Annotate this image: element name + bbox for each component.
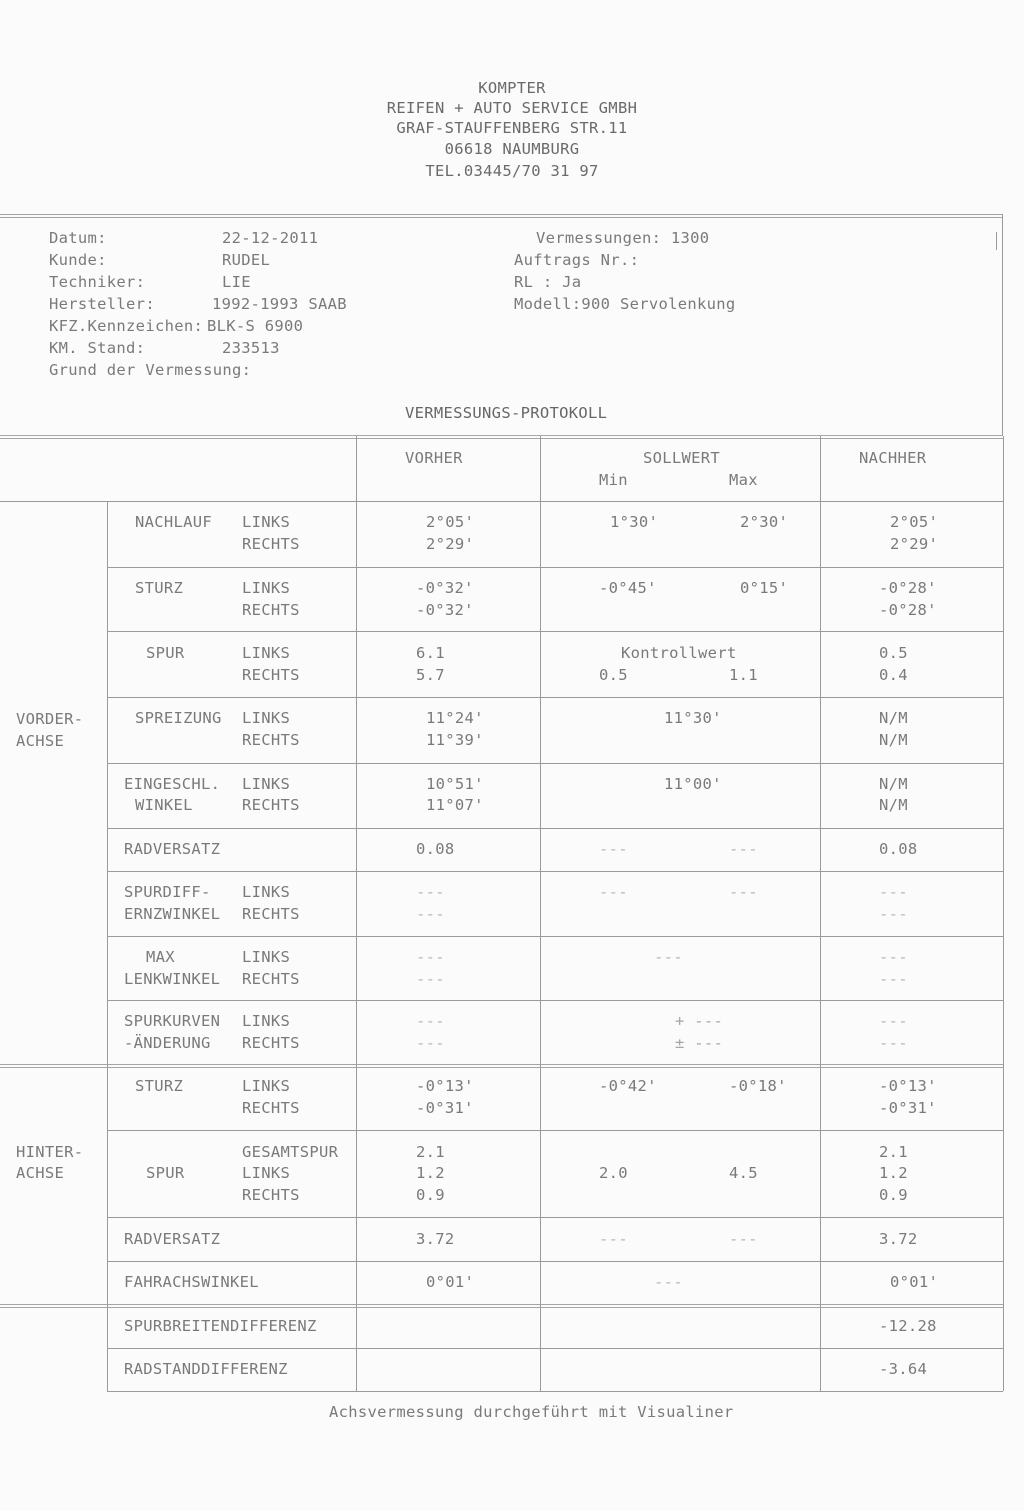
table-top-border [0, 435, 1003, 439]
nachher-value: --- [879, 948, 908, 966]
row-label: RADVERSATZ [124, 840, 221, 858]
soll-min: 0.5 [599, 666, 628, 684]
vorher-value: 11°24' [426, 709, 484, 727]
nachher-value: 0.08 [879, 840, 918, 858]
vorher-value: 11°07' [426, 796, 484, 814]
nachher-value: N/M [879, 731, 908, 749]
vorher-value: 0.9 [416, 1186, 445, 1204]
nachher-value: 0.9 [879, 1186, 908, 1204]
nachher-value: N/M [879, 796, 908, 814]
vorher-value: -0°31' [416, 1099, 474, 1117]
side-label: RECHTS [242, 1099, 300, 1117]
soll-max: --- [729, 883, 758, 901]
nachher-value: --- [879, 1034, 908, 1052]
side-label: RECHTS [242, 905, 300, 923]
km-value: 233513 [222, 339, 280, 357]
side-label: RECHTS [242, 1034, 300, 1052]
soll-max: 2°30' [740, 513, 789, 531]
soll-min: --- [599, 840, 628, 858]
side-label: RECHTS [242, 1186, 300, 1204]
soll-kontrollwert: Kontrollwert [621, 644, 737, 662]
vorher-value: -0°13' [416, 1077, 474, 1095]
col-line [356, 436, 357, 1391]
side-label: RECHTS [242, 731, 300, 749]
row-line [107, 936, 1003, 937]
row-label: MAX [146, 948, 175, 966]
nachher-value: 0°01' [890, 1273, 939, 1291]
axle-divider [0, 1304, 1003, 1308]
info-mark [996, 232, 997, 250]
row-label: -ÄNDERUNG [124, 1034, 211, 1052]
nachher-value: -0°13' [879, 1077, 937, 1095]
row-line [107, 763, 1003, 764]
col-line [107, 501, 108, 1391]
vorher-value: 2.1 [416, 1143, 445, 1161]
km-label: KM. Stand: [49, 339, 146, 357]
soll-min: -0°42' [599, 1077, 657, 1095]
axle-front-1: VORDER- [16, 710, 84, 728]
row-label: SPUR [146, 1164, 185, 1182]
side-label: RECHTS [242, 601, 300, 619]
side-label: RECHTS [242, 970, 300, 988]
row-label: NACHLAUF [135, 513, 213, 531]
row-line [107, 871, 1003, 872]
row-label: WINKEL [135, 796, 193, 814]
hersteller-label: Hersteller: [49, 295, 155, 313]
side-label: GESAMTSPUR [242, 1143, 339, 1161]
row-line [107, 1000, 1003, 1001]
nachher-value: --- [879, 970, 908, 988]
row-line [107, 567, 1003, 568]
nachher-value: 3.72 [879, 1230, 918, 1248]
company-subtitle: REIFEN + AUTO SERVICE GMBH [386, 99, 638, 117]
soll-value: + --- [675, 1012, 724, 1030]
datum-value: 22-12-2011 [222, 229, 319, 247]
soll-max: 0°15' [740, 579, 789, 597]
row-line [107, 828, 1003, 829]
info-top-border [0, 214, 1002, 218]
soll-min: --- [599, 883, 628, 901]
side-label: RECHTS [242, 535, 300, 553]
nachher-value: -0°28' [879, 579, 937, 597]
soll-max: 4.5 [729, 1164, 758, 1182]
row-label: LENKWINKEL [124, 970, 221, 988]
vorher-value: 2°05' [426, 513, 475, 531]
side-label: LINKS [242, 1077, 291, 1095]
vorher-value: 11°39' [426, 731, 484, 749]
company-street: GRAF-STAUFFENBERG STR.11 [396, 119, 628, 137]
row-line [107, 697, 1003, 698]
row-line [107, 1217, 1003, 1218]
nachher-value: 1.2 [879, 1164, 908, 1182]
vorher-value: --- [416, 905, 445, 923]
nachher-value: -12.28 [879, 1317, 937, 1335]
modell-value: Modell:900 Servolenkung [514, 295, 736, 313]
soll-min: --- [599, 1230, 628, 1248]
row-label: SPUR [146, 644, 185, 662]
vorher-value: -0°32' [416, 601, 474, 619]
nachher-value: 2°05' [890, 513, 939, 531]
row-label: SPREIZUNG [135, 709, 222, 727]
soll-max: -0°18' [729, 1077, 787, 1095]
nachher-value: 2.1 [879, 1143, 908, 1161]
table-bottom-border [107, 1391, 1003, 1392]
vorher-value: 0.08 [416, 840, 455, 858]
soll-value: 11°00' [664, 775, 722, 793]
vorher-value: --- [416, 970, 445, 988]
company-phone: TEL.03445/70 31 97 [425, 162, 599, 180]
kfz-label: KFZ.Kennzeichen: [49, 317, 204, 335]
side-label: LINKS [242, 775, 291, 793]
vorher-value: --- [416, 948, 445, 966]
side-label: LINKS [242, 513, 291, 531]
side-label: LINKS [242, 948, 291, 966]
soll-min: 2.0 [599, 1164, 628, 1182]
side-label: LINKS [242, 579, 291, 597]
side-label: LINKS [242, 883, 291, 901]
soll-max: 1.1 [729, 666, 758, 684]
soll-max: --- [729, 1230, 758, 1248]
nachher-value: N/M [879, 775, 908, 793]
side-label: LINKS [242, 644, 291, 662]
soll-value: --- [654, 1273, 683, 1291]
vorher-value: --- [416, 1012, 445, 1030]
axle-rear-2: ACHSE [16, 1164, 65, 1182]
row-label: SPURDIFF- [124, 883, 211, 901]
vorher-value: 5.7 [416, 666, 445, 684]
soll-min: -0°45' [599, 579, 657, 597]
header-bottom-line [0, 501, 1003, 502]
company-city: 06618 NAUMBURG [444, 140, 580, 158]
soll-max: --- [729, 840, 758, 858]
company-name: KOMPTER [478, 79, 546, 97]
nachher-value: --- [879, 883, 908, 901]
col-min: Min [599, 471, 628, 489]
col-line [540, 436, 541, 1391]
col-line [1003, 436, 1004, 1391]
soll-value: --- [654, 948, 683, 966]
axle-divider [0, 1064, 1003, 1068]
techniker-value: LIE [222, 273, 251, 291]
row-label: SPURBREITENDIFFERENZ [124, 1317, 317, 1335]
nachher-value: --- [879, 905, 908, 923]
row-label: RADVERSATZ [124, 1230, 221, 1248]
vorher-value: 2°29' [426, 535, 475, 553]
vorher-value: --- [416, 883, 445, 901]
protocol-title: VERMESSUNGS-PROTOKOLL [405, 404, 608, 422]
kunde-value: RUDEL [222, 251, 271, 269]
col-max: Max [729, 471, 758, 489]
soll-value: 11°30' [664, 709, 722, 727]
axle-rear-1: HINTER- [16, 1143, 84, 1161]
soll-value: ± --- [675, 1034, 724, 1052]
col-vorher: VORHER [405, 449, 463, 467]
col-sollwert: SOLLWERT [643, 449, 721, 467]
row-label: STURZ [135, 1077, 184, 1095]
row-line [107, 631, 1003, 632]
nachher-value: --- [879, 1012, 908, 1030]
vorher-value: 1.2 [416, 1164, 445, 1182]
vorher-value: -0°32' [416, 579, 474, 597]
row-line [107, 1130, 1003, 1131]
axle-front-2: ACHSE [16, 732, 65, 750]
side-label: RECHTS [242, 666, 300, 684]
nachher-value: 0.4 [879, 666, 908, 684]
hersteller-value: 1992-1993 SAAB [212, 295, 347, 313]
vorher-value: --- [416, 1034, 445, 1052]
side-label: LINKS [242, 1164, 291, 1182]
kfz-value: BLK-S 6900 [207, 317, 304, 335]
rl-value: RL : Ja [514, 273, 582, 291]
row-line [107, 1348, 1003, 1349]
nachher-value: -0°28' [879, 601, 937, 619]
nachher-value: -0°31' [879, 1099, 937, 1117]
auftrags-nr: Auftrags Nr.: [514, 251, 640, 269]
vorher-value: 0°01' [426, 1273, 475, 1291]
nachher-value: 0.5 [879, 644, 908, 662]
vorher-value: 3.72 [416, 1230, 455, 1248]
nachher-value: N/M [879, 709, 908, 727]
row-label: ERNZWINKEL [124, 905, 221, 923]
techniker-label: Techniker: [49, 273, 146, 291]
row-label: EINGESCHL. [124, 775, 221, 793]
side-label: RECHTS [242, 796, 300, 814]
nachher-value: 2°29' [890, 535, 939, 553]
grund-label: Grund der Vermessung: [49, 361, 252, 379]
footer-note: Achsvermessung durchgeführt mit Visualiner [329, 1403, 734, 1421]
vorher-value: 10°51' [426, 775, 484, 793]
row-label: STURZ [135, 579, 184, 597]
row-label: FAHRACHSWINKEL [124, 1273, 259, 1291]
col-line [820, 436, 821, 1391]
vermessungen: Vermessungen: 1300 [536, 229, 710, 247]
kunde-label: Kunde: [49, 251, 107, 269]
side-label: LINKS [242, 1012, 291, 1030]
side-label: LINKS [242, 709, 291, 727]
col-nachher: NACHHER [859, 449, 927, 467]
nachher-value: -3.64 [879, 1360, 928, 1378]
row-label: SPURKURVEN [124, 1012, 221, 1030]
vorher-value: 6.1 [416, 644, 445, 662]
row-line [107, 1261, 1003, 1262]
info-right-border [1002, 214, 1003, 436]
soll-min: 1°30' [610, 513, 659, 531]
row-label: RADSTANDDIFFERENZ [124, 1360, 288, 1378]
datum-label: Datum: [49, 229, 107, 247]
